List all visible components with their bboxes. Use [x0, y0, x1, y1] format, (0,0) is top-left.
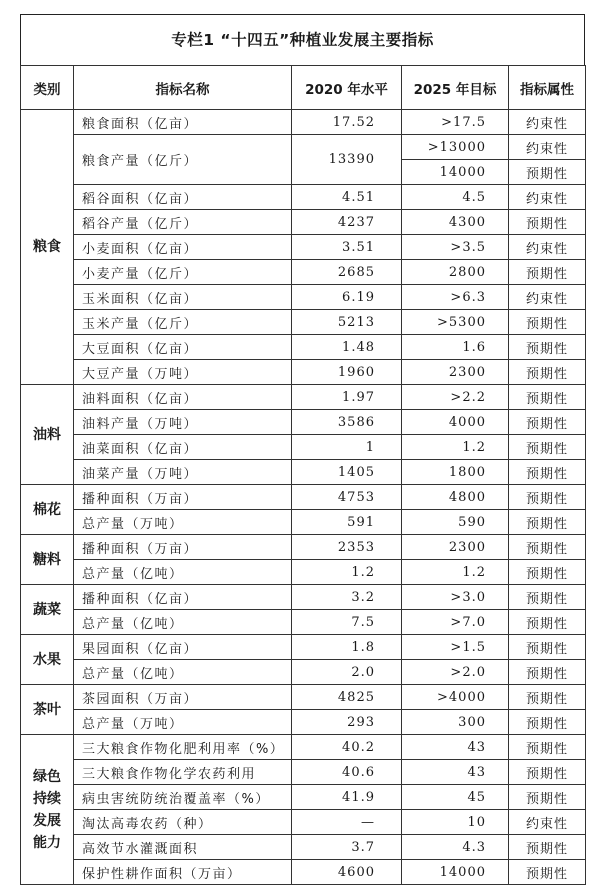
value-2020: 4753	[292, 485, 402, 510]
indicator-name: 稻谷面积（亿亩）	[74, 185, 292, 210]
target-2025: 4.3	[402, 835, 509, 860]
indicator-attribute: 预期性	[509, 660, 586, 685]
target-2025: 1800	[402, 460, 509, 485]
target-2025: >2.2	[402, 385, 509, 410]
table-row	[21, 510, 586, 535]
indicator-attribute: 预期性	[509, 535, 586, 560]
value-2020: 6.19	[292, 285, 402, 310]
header-row	[21, 66, 586, 110]
indicator-name: 大豆面积（亿亩）	[74, 335, 292, 360]
table-row	[21, 760, 586, 785]
table-row	[21, 335, 586, 360]
value-2020: 1	[292, 435, 402, 460]
value-2020: 1405	[292, 460, 402, 485]
target-2025: 590	[402, 510, 509, 535]
table-row	[21, 185, 586, 210]
target-2025: 1.2	[402, 560, 509, 585]
value-2020: 17.52	[292, 110, 402, 135]
category-label	[33, 766, 61, 854]
indicator-name: 大豆产量（万吨）	[74, 360, 292, 385]
category-cell: 棉花	[21, 485, 74, 535]
target-2025: 14000	[402, 160, 509, 185]
indicator-attribute: 预期性	[509, 635, 586, 660]
table-row	[21, 260, 586, 285]
value-2020: 4600	[292, 860, 402, 885]
target-2025: 4800	[402, 485, 509, 510]
category-label-line: 能力	[33, 834, 61, 851]
value-2020: 4825	[292, 685, 402, 710]
target-2025: 4000	[402, 410, 509, 435]
table-row	[21, 710, 586, 735]
header-indicator: 指标名称	[74, 66, 292, 110]
value-2020: 2685	[292, 260, 402, 285]
header-attribute: 指标属性	[509, 66, 586, 110]
value-2020: 40.6	[292, 760, 402, 785]
indicator-attribute: 预期性	[509, 460, 586, 485]
indicator-attribute: 预期性	[509, 710, 586, 735]
indicator-name: 总产量（亿吨）	[74, 610, 292, 635]
indicator-name: 播种面积（万亩）	[74, 535, 292, 560]
value-2020: 41.9	[292, 785, 402, 810]
target-2025: 45	[402, 785, 509, 810]
category-cell: 糖料	[21, 535, 74, 585]
table-row	[21, 585, 586, 610]
category-cell	[21, 735, 74, 885]
target-2025: 2300	[402, 360, 509, 385]
indicator-attribute: 预期性	[509, 560, 586, 585]
table-row	[21, 685, 586, 710]
table-row	[21, 235, 586, 260]
value-2020: 4237	[292, 210, 402, 235]
table-row	[21, 110, 586, 135]
indicator-name: 三大粮食作物化肥利用率（%）	[74, 735, 292, 760]
indicator-attribute: 预期性	[509, 385, 586, 410]
value-2020: 7.5	[292, 610, 402, 635]
table-row	[21, 560, 586, 585]
indicator-attribute: 约束性	[509, 235, 586, 260]
value-2020: 13390	[292, 135, 402, 185]
value-2020: 4.51	[292, 185, 402, 210]
indicator-attribute: 约束性	[509, 810, 586, 835]
indicator-name: 油料产量（万吨）	[74, 410, 292, 435]
value-2020: 1.48	[292, 335, 402, 360]
target-2025: 14000	[402, 860, 509, 885]
target-2025: 1.6	[402, 335, 509, 360]
target-2025: 2300	[402, 535, 509, 560]
table-row	[21, 610, 586, 635]
target-2025: >3.5	[402, 235, 509, 260]
indicator-name: 三大粮食作物化学农药利用	[74, 760, 292, 785]
indicator-attribute: 约束性	[509, 285, 586, 310]
indicator-attribute: 预期性	[509, 860, 586, 885]
header-2025: 2025 年目标	[402, 66, 509, 110]
indicator-name: 粮食产量（亿斤）	[74, 135, 292, 185]
target-2025: 10	[402, 810, 509, 835]
table-row	[21, 285, 586, 310]
category-cell: 油料	[21, 385, 74, 485]
table-row	[21, 535, 586, 560]
indicator-name: 病虫害统防统治覆盖率（%）	[74, 785, 292, 810]
table-row	[21, 410, 586, 435]
value-2020: 293	[292, 710, 402, 735]
table-row	[21, 310, 586, 335]
table-row	[21, 385, 586, 410]
category-label-line: 绿色	[33, 768, 61, 785]
table-row	[21, 810, 586, 835]
value-2020: 1.2	[292, 560, 402, 585]
target-2025: 1.2	[402, 435, 509, 460]
target-2025: >13000	[402, 135, 509, 160]
indicator-name: 果园面积（亿亩）	[74, 635, 292, 660]
indicator-attribute: 预期性	[509, 485, 586, 510]
indicator-name: 油菜面积（亿亩）	[74, 435, 292, 460]
table-row	[21, 835, 586, 860]
document	[20, 14, 585, 885]
value-2020: 1960	[292, 360, 402, 385]
indicator-name: 油菜产量（万吨）	[74, 460, 292, 485]
value-2020: 2.0	[292, 660, 402, 685]
value-2020: 3586	[292, 410, 402, 435]
category-label-line: 持续	[33, 790, 61, 807]
target-2025: 2800	[402, 260, 509, 285]
table-row	[21, 485, 586, 510]
indicator-name: 淘汰高毒农药（种）	[74, 810, 292, 835]
indicator-attribute: 预期性	[509, 435, 586, 460]
value-2020: 3.7	[292, 835, 402, 860]
target-2025: >7.0	[402, 610, 509, 635]
indicator-attribute: 预期性	[509, 160, 586, 185]
target-2025: 4300	[402, 210, 509, 235]
value-2020: 1.8	[292, 635, 402, 660]
indicator-name: 播种面积（万亩）	[74, 485, 292, 510]
target-2025: >17.5	[402, 110, 509, 135]
indicator-attribute: 预期性	[509, 335, 586, 360]
indicator-attribute: 预期性	[509, 735, 586, 760]
value-2020: 40.2	[292, 735, 402, 760]
indicator-attribute: 预期性	[509, 410, 586, 435]
target-2025: >1.5	[402, 635, 509, 660]
value-2020: 591	[292, 510, 402, 535]
category-cell: 粮食	[21, 110, 74, 385]
indicator-attribute: 预期性	[509, 760, 586, 785]
value-2020: —	[292, 810, 402, 835]
value-2020: 3.2	[292, 585, 402, 610]
target-2025: >4000	[402, 685, 509, 710]
indicator-name: 小麦面积（亿亩）	[74, 235, 292, 260]
indicator-attribute: 预期性	[509, 510, 586, 535]
indicator-attribute: 预期性	[509, 685, 586, 710]
target-2025: >5300	[402, 310, 509, 335]
indicator-name: 总产量（亿吨）	[74, 660, 292, 685]
target-2025: 300	[402, 710, 509, 735]
indicator-table	[20, 65, 586, 885]
table-row	[21, 360, 586, 385]
indicator-attribute: 预期性	[509, 210, 586, 235]
value-2020: 5213	[292, 310, 402, 335]
header-2020: 2020 年水平	[292, 66, 402, 110]
indicator-attribute: 预期性	[509, 360, 586, 385]
indicator-name: 播种面积（亿亩）	[74, 585, 292, 610]
target-2025: >6.3	[402, 285, 509, 310]
indicator-name: 保护性耕作面积（万亩）	[74, 860, 292, 885]
table-row	[21, 860, 586, 885]
indicator-name: 稻谷产量（亿斤）	[74, 210, 292, 235]
indicator-attribute: 约束性	[509, 185, 586, 210]
value-2020: 2353	[292, 535, 402, 560]
table-row	[21, 460, 586, 485]
indicator-name: 油料面积（亿亩）	[74, 385, 292, 410]
indicator-attribute: 预期性	[509, 610, 586, 635]
indicator-name: 玉米面积（亿亩）	[74, 285, 292, 310]
table-row	[21, 635, 586, 660]
indicator-name: 高效节水灌溉面积	[74, 835, 292, 860]
table-row	[21, 135, 586, 160]
table-row	[21, 735, 586, 760]
indicator-name: 总产量（万吨）	[74, 710, 292, 735]
indicator-name: 小麦产量（亿斤）	[74, 260, 292, 285]
table-row	[21, 660, 586, 685]
target-2025: 43	[402, 760, 509, 785]
indicator-name: 茶园面积（万亩）	[74, 685, 292, 710]
target-2025: >2.0	[402, 660, 509, 685]
category-cell: 蔬菜	[21, 585, 74, 635]
indicator-name: 粮食面积（亿亩）	[74, 110, 292, 135]
category-cell: 水果	[21, 635, 74, 685]
value-2020: 3.51	[292, 235, 402, 260]
indicator-attribute: 预期性	[509, 585, 586, 610]
indicator-attribute: 预期性	[509, 835, 586, 860]
indicator-attribute: 预期性	[509, 260, 586, 285]
header-category: 类别	[21, 66, 74, 110]
indicator-name: 玉米产量（亿斤）	[74, 310, 292, 335]
table-row	[21, 210, 586, 235]
indicator-name: 总产量（万吨）	[74, 510, 292, 535]
target-2025: 43	[402, 735, 509, 760]
target-2025: >3.0	[402, 585, 509, 610]
indicator-name: 总产量（亿吨）	[74, 560, 292, 585]
indicator-attribute: 约束性	[509, 110, 586, 135]
indicator-attribute: 约束性	[509, 135, 586, 160]
table-row	[21, 785, 586, 810]
value-2020: 1.97	[292, 385, 402, 410]
table-title: 专栏1 “十四五”种植业发展主要指标	[20, 14, 585, 65]
table-row	[21, 435, 586, 460]
category-cell: 茶叶	[21, 685, 74, 735]
category-label-line: 发展	[33, 812, 61, 829]
target-2025: 4.5	[402, 185, 509, 210]
indicator-attribute: 预期性	[509, 785, 586, 810]
indicator-attribute: 预期性	[509, 310, 586, 335]
